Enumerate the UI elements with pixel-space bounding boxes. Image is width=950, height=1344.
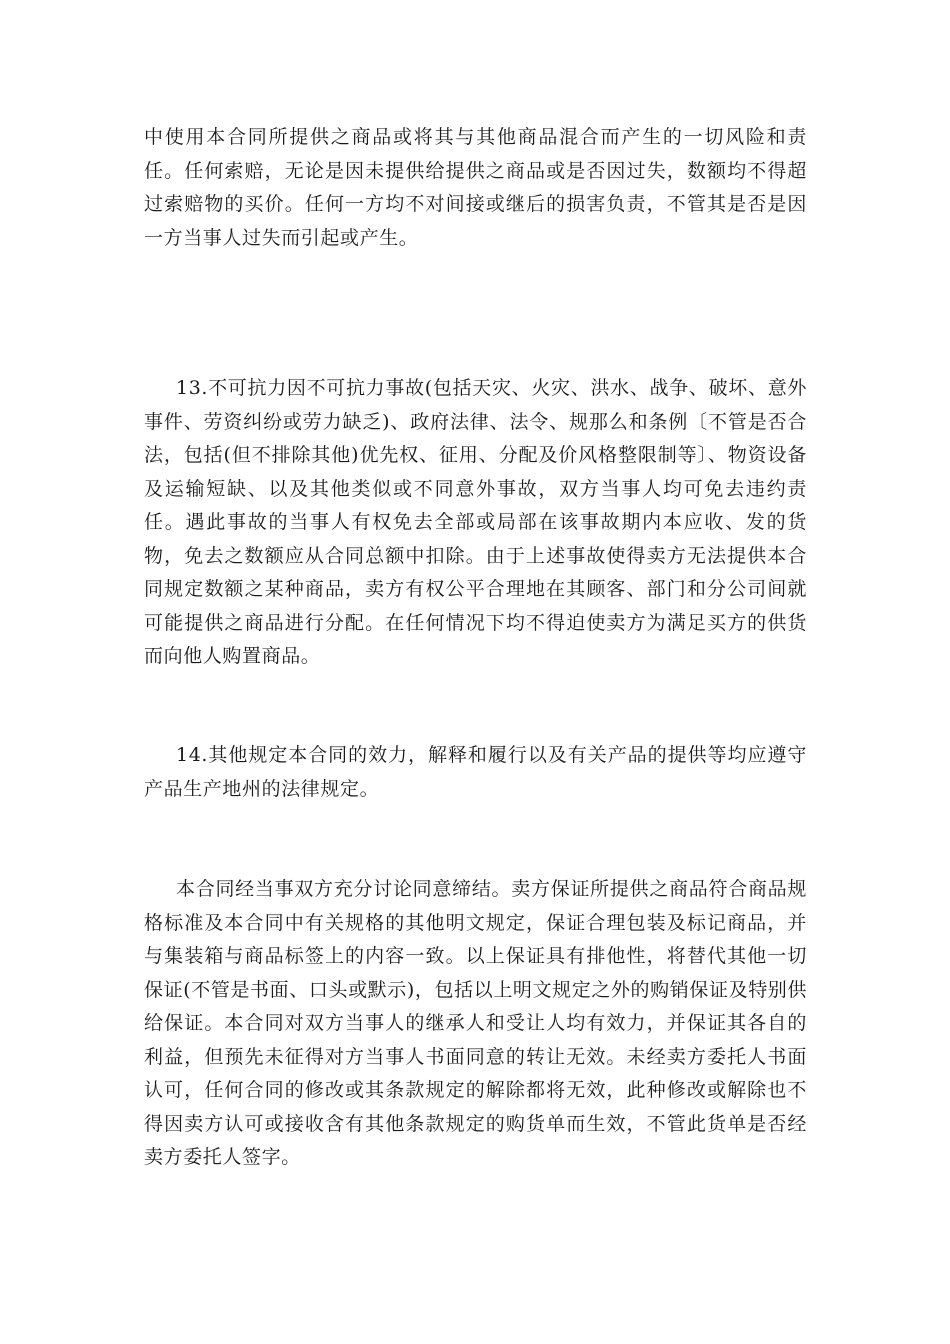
paragraph-conclusion: 本合同经当事双方充分讨论同意缔结。卖方保证所提供之商品符合商品规格标准及本合同中有关规格的其他明文规定，保证合理包装及标记商品，并与集装箱与商品标签上的内容一致。以上保证具有排他性，将替代其他一切保证(不管是书面、口头或默示)，包括以上明文规定之外的购销保证及特别供给保证。本合同对双方当事人的继承人和受让人均有效力，并保证其各自的利益，但预先未征得对方当事人书面同意的转让无效。未经卖方委托人书面认可，任何合同的修改或其条款规定的解除都将无效，此种修改或解除也不得因卖方认可或接收含有其他条款规定的购货单而生效，不管此货单是否经卖方委托人签字。 bbox=[144, 878, 807, 1168]
paragraph-other-provisions: 14.其他规定本合同的效力，解释和履行以及有关产品的提供等均应遵守产品生产地州的法律规定。 bbox=[144, 744, 807, 800]
paragraph-liability: 中使用本合同所提供之商品或将其与其他商品混合而产生的一切风险和责任。任何索赔，无论是因未提供给提供之商品或是否因过失，数额均不得超过索赔物的买价。任何一方均不对间接或继后的损害负责，不管其是否是因一方当事人过失而引起或产生。 bbox=[144, 126, 807, 249]
paragraph-force-majeure: 13.不可抗力因不可抗力事故(包括天灾、火灾、洪水、战争、破坏、意外事件、劳资纠纷或劳力缺乏)、政府法律、法令、规那么和条例〔不管是否合法，包括(但不排除其他)优先权、征用、分配及价风格整限制等〕、物资设备及运输短缺、以及其他类似或不同意外事故，双方当事人均可免去违约责任。遇此事故的当事人有权免去全部或局部在该事故期内本应收、发的货物，免去之数额应从合同总额中扣除。由于上述事故使得卖方无法提供本合同规定数额之某种商品，卖方有权公平合理地在其顾客、部门和分公司间就可能提供之商品进行分配。在任何情况下均不得迫使卖方为满足买方的供货而向他人购置商品。 bbox=[144, 377, 807, 667]
